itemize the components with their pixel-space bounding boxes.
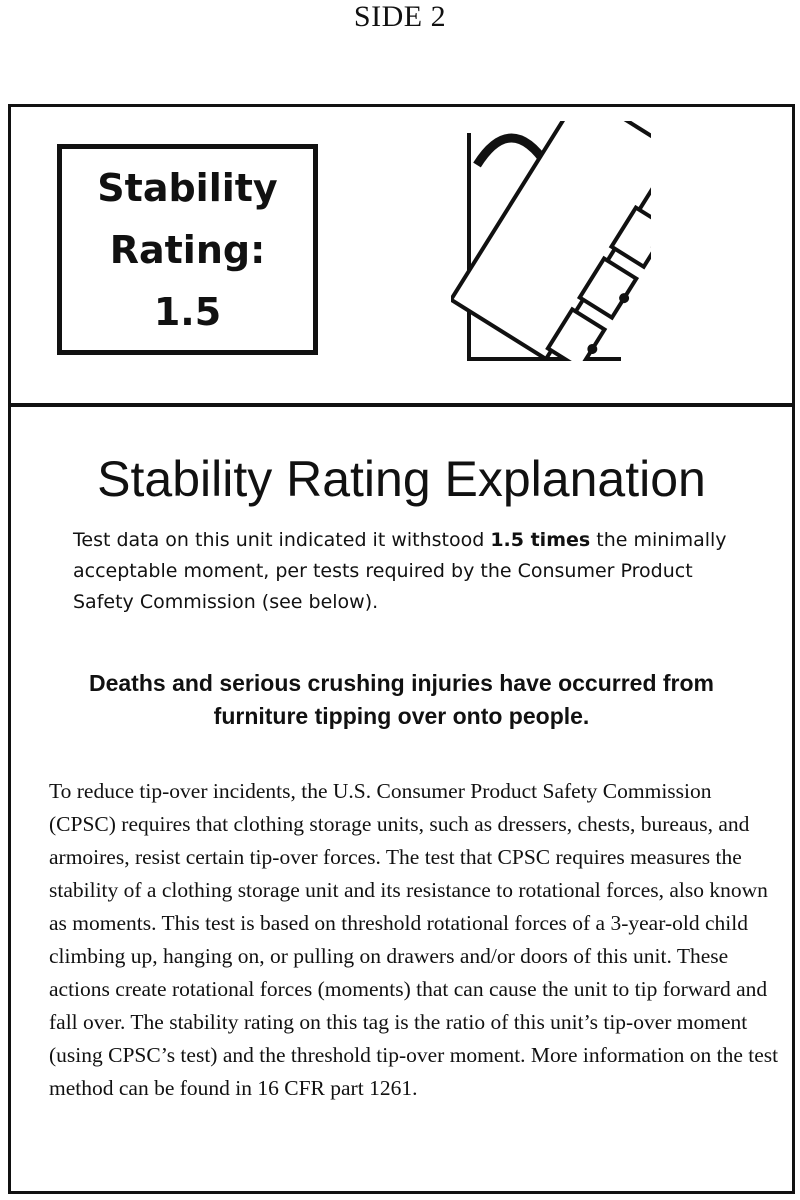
stability-tag [8, 104, 795, 1194]
rating-panel [11, 107, 792, 407]
explanation-title: Stability Rating Explanation [97, 451, 706, 507]
warning-statement [41, 667, 762, 733]
rating-value: 1.5 [153, 289, 222, 334]
test-data-prefix: Test data on this unit indicated it withstood [73, 529, 491, 551]
tipping-dresser-icon [451, 121, 651, 361]
test-data-suffix: the minimally acceptable moment, per tests required by the Consumer Product Safety Commission (see below). [73, 529, 727, 613]
rating-label-line2: Rating: [109, 227, 266, 272]
warning-line2: furniture tipping over onto people. [213, 703, 590, 729]
side-label: SIDE 2 [353, 0, 447, 33]
test-data-paragraph [73, 525, 733, 618]
cpsc-explanation-paragraph: To reduce tip-over incidents, the U.S. Consumer Product Safety Commission (CPSC) requires that clothing storage units, such as dressers, chests, bureaus, and armoires, resist certain tip-over forces. The test that CPSC requires measures the stability of a clothing storage unit and its resistance to rotational forces, also known as moments. This test is based on threshold rotational forces of a 3-year-old child climbing up, hanging on, or pulling on drawers and/or doors of this unit. These actions create rotational forces (moments) that can cause the unit to tip forward and fall over. The stability rating on this tag is the ratio of this unit’s tip-over moment (using CPSC’s test) and the threshold tip-over moment. More information on the test method can be found in 16 CFR part 1261. [49, 779, 779, 1100]
test-data-emphasis: 1.5 times [490, 529, 591, 551]
rating-label-line1: Stability [97, 165, 278, 210]
stability-rating-box [57, 144, 318, 355]
warning-line1: Deaths and serious crushing injuries have occurred from [88, 670, 714, 696]
